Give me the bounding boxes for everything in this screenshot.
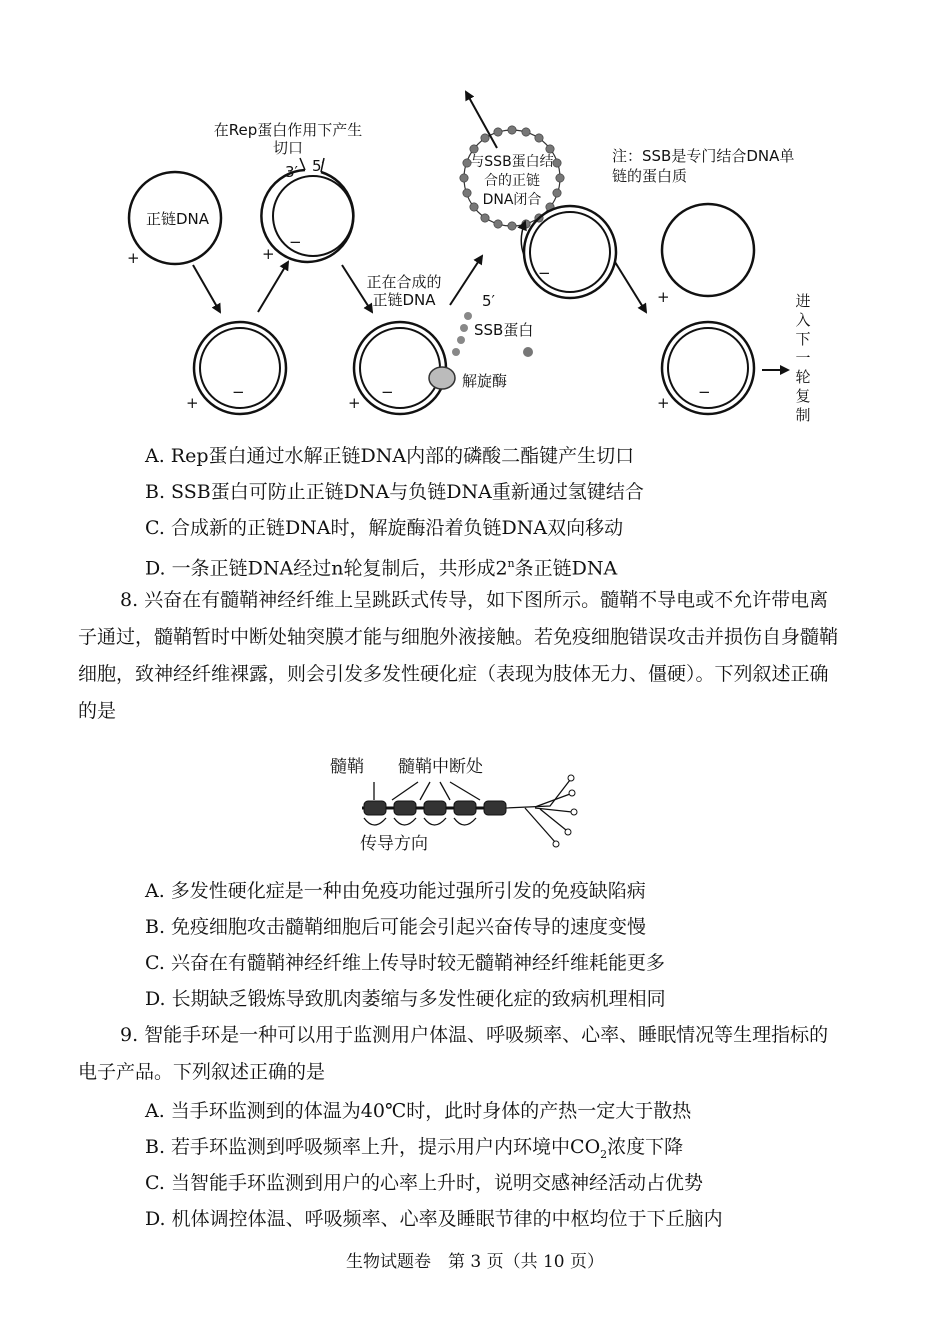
q7-option-c: C. 合成新的正链DNA时，解旋酶沿着负链DNA双向移动 bbox=[145, 517, 624, 539]
ssb-protein-label: SSB蛋白 bbox=[474, 321, 534, 339]
helicase-label: 解旋酶 bbox=[462, 372, 508, 390]
minus-sign: − bbox=[289, 233, 302, 251]
plus-sign: + bbox=[657, 288, 670, 306]
plus-sign: + bbox=[186, 394, 199, 412]
q7-option-d: D. 一条正链DNA经过n轮复制后，共形成2$^n$条正链DNA bbox=[145, 557, 618, 580]
strand-3-label: 3′ bbox=[285, 163, 298, 181]
q9-option-b: B. 若手环监测到呼吸频率上升，提示用户内环境中$CO_2$浓度下降 bbox=[145, 1136, 684, 1161]
q9-option-a: A. 当手环监测到的体温为40℃时，此时身体的产热一定大于散热 bbox=[145, 1100, 692, 1122]
myelin-gap-label: 髓鞘中断处 bbox=[398, 757, 483, 777]
plus-sign: + bbox=[127, 249, 140, 267]
minus-sign: − bbox=[538, 264, 551, 282]
minus-sign: − bbox=[232, 383, 245, 401]
plus-sign: + bbox=[348, 394, 361, 412]
strand-5-label: 5′ bbox=[312, 157, 325, 175]
plus-sign: + bbox=[657, 394, 670, 412]
plus-sign: + bbox=[262, 245, 275, 263]
direction-label: 传导方向 bbox=[360, 834, 428, 854]
q8-option-c: C. 兴奋在有髓鞘神经纤维上传导时较无髓鞘神经纤维耗能更多 bbox=[145, 952, 665, 974]
q8-stem: 8. 兴奋在有髓鞘神经纤维上呈跳跃式传导，如下图所示。髓鞘不导电或不允许带电离子通过，髓鞘暂时中断处轴突膜才能与细胞外液接触。若免疫细胞错误攻击并损伤自身髓鞘细胞，致神经纤维裸露，则会引发多发性硬化症（表现为肢体无力、僵硬）。下列叙述正确的是 bbox=[78, 589, 839, 722]
q7-option-a: A. Rep蛋白通过水解正链DNA内部的磷酸二酯键产生切口 bbox=[145, 445, 635, 467]
next-round-label: 进入下一轮复制 bbox=[795, 292, 811, 424]
free-ssb-protein bbox=[523, 347, 533, 357]
helicase-shape bbox=[429, 367, 455, 389]
double-strand-circle-2 bbox=[521, 206, 616, 298]
synth-label: 正在合成的正链DNA bbox=[366, 273, 442, 309]
rep-label: 在Rep蛋白作用下产生切口 bbox=[213, 121, 363, 157]
single-strand-circle bbox=[662, 204, 754, 296]
five-prime-label: 5′ bbox=[482, 292, 495, 310]
minus-sign: − bbox=[381, 383, 394, 401]
myelin-label: 髓鞘 bbox=[330, 757, 364, 777]
nicked-circle bbox=[261, 158, 353, 262]
q9-stem: 9. 智能手环是一种可以用于监测用户体温、呼吸频率、心率、睡眠情况等生理指标的电子产品。下列叙述正确的是 bbox=[78, 1024, 829, 1083]
positive-dna-label: 正链DNA bbox=[146, 210, 210, 228]
q7-option-b: B. SSB蛋白可防止正链DNA与负链DNA重新通过氢键结合 bbox=[145, 481, 644, 503]
q8-option-b: B. 免疫细胞攻击髓鞘细胞后可能会引起兴奋传导的速度变慢 bbox=[145, 916, 647, 938]
ssb-loop-label: 与SSB蛋白结合的正链DNA闭合 bbox=[470, 154, 554, 208]
q8-option-a: A. 多发性硬化症是一种由免疫功能过强所引发的免疫缺陷病 bbox=[145, 880, 646, 902]
minus-sign: − bbox=[698, 383, 711, 401]
note-label: 注：SSB是专门结合DNA单链的蛋白质 bbox=[612, 147, 795, 185]
q8-option-d: D. 长期缺乏锻炼导致肌肉萎缩与多发性硬化症的致病机理相同 bbox=[145, 988, 666, 1010]
q9-option-d: D. 机体调控体温、呼吸频率、心率及睡眠节律的中枢均位于下丘脑内 bbox=[145, 1208, 723, 1230]
q9-option-c: C. 当智能手环监测到用户的心率上升时，说明交感神经活动占优势 bbox=[145, 1172, 703, 1194]
page-footer: 生物试题卷 第 3 页（共 10 页） bbox=[345, 1252, 605, 1272]
